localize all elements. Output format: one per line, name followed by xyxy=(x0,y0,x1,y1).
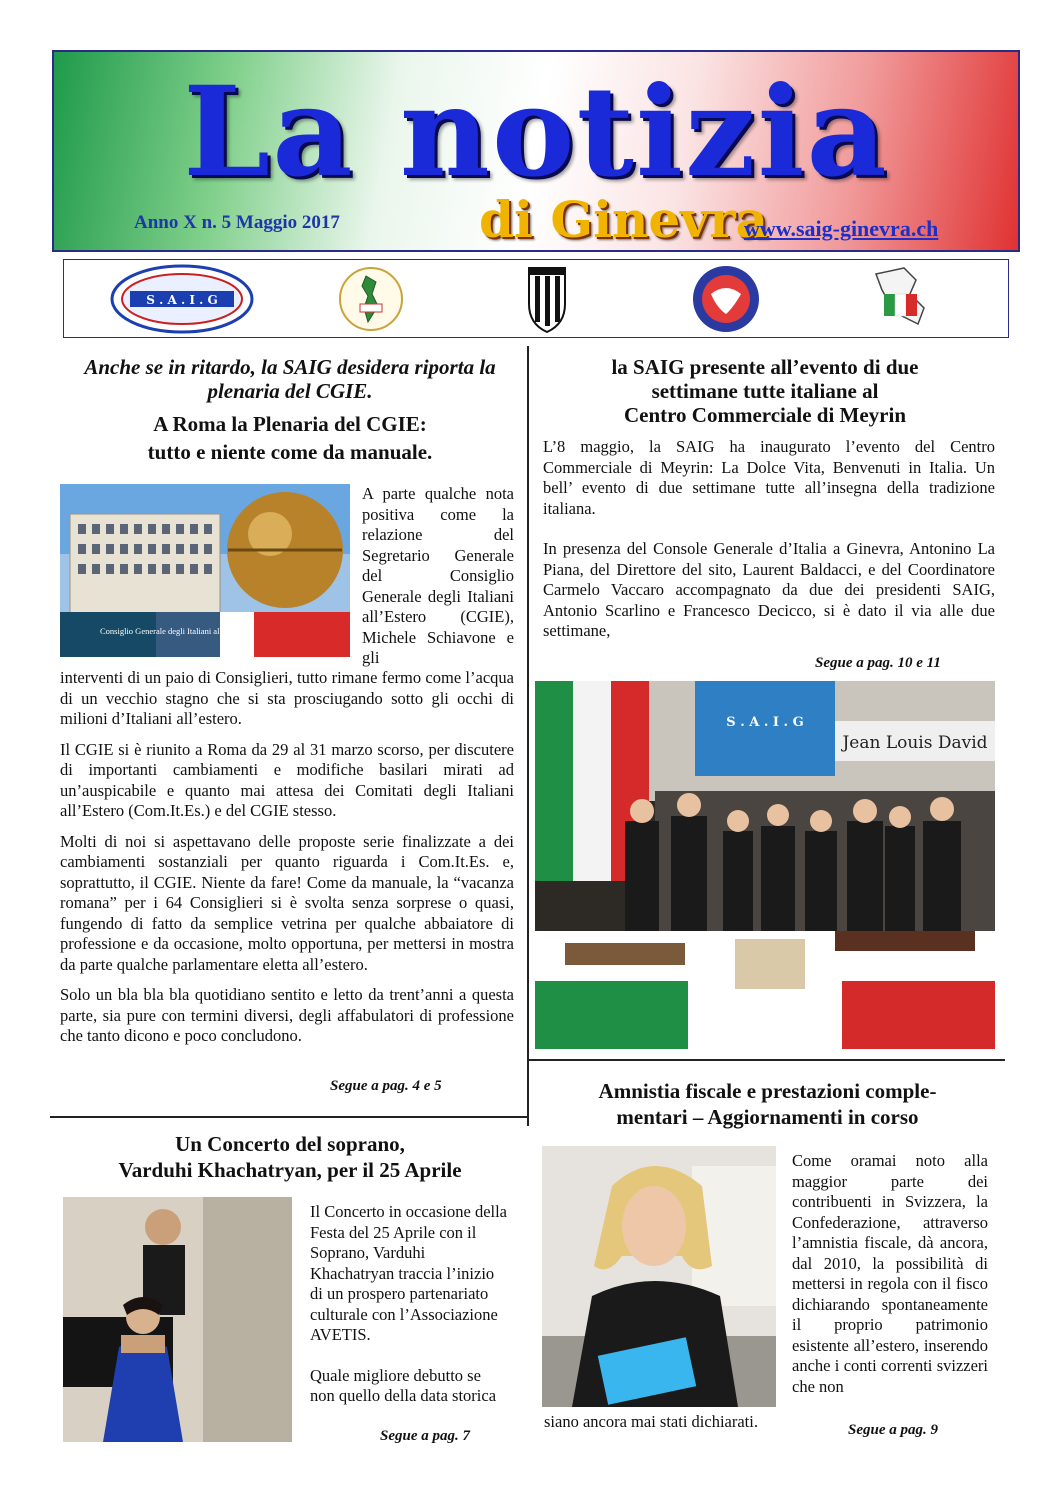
article1-intro-side: A parte qualche nota positiva come la relazione del Segretario Generale del Consiglio Generale degli Italiani all’Estero (CGIE), Michele Schiavone e gli xyxy=(362,484,514,667)
italy-map-logo xyxy=(864,264,939,334)
article4-side-text: Come oramai noto alla maggior parte dei contribuenti in Svizzera, la Confederazione, attraverso l’amnistia fiscale, dà ancora, dal 2010, la possibilità di mettersi in regola con il fisco dichiarando spontaneamente il proprio patrimonio esistente all’estero, inserendo anche i conti correnti svizzeri che non xyxy=(792,1151,988,1396)
article1-title-line1: A Roma la Plenaria del CGIE: xyxy=(153,412,427,436)
issue-info: Anno X n. 5 Maggio 2017 xyxy=(134,212,340,233)
article1-body xyxy=(60,668,514,1057)
article2-paragraph1: L’8 maggio, la SAIG ha inaugurato l’evento del Centro Commerciale di Meyrin: La Dolce Vita, Benvenuti in Italia. Un bell’ evento di due settimane tutte all’insegna della tradizione italiana. xyxy=(543,437,995,518)
article2-title-line1: la SAIG presente all’evento di due xyxy=(611,355,919,379)
article1-photo xyxy=(60,484,350,657)
logo-strip xyxy=(63,259,1009,338)
article1-paragraph4: Solo un bla bla bla quotidiano sentito e letto da trent’anni a questa parte, sia pure con termini diversi, degli affabulatori di professione che tanto dicono e poco concludono. xyxy=(60,985,514,1045)
article3-title-line1: Un Concerto del soprano, xyxy=(175,1132,405,1156)
article3-title xyxy=(60,1131,520,1183)
article2-title xyxy=(535,355,995,427)
article3-photo xyxy=(63,1197,292,1442)
saig-logo xyxy=(110,264,255,334)
article4-title-line1: Amnistia fiscale e prestazioni comple- xyxy=(598,1079,937,1103)
article2-continue-link[interactable]: Segue a pag. 10 e 11 xyxy=(815,655,941,671)
website-link[interactable]: www.saig-ginevra.ch xyxy=(744,216,939,241)
article4-title-line2: mentari – Aggiornamenti in corso xyxy=(616,1105,919,1129)
club-crest-logo xyxy=(526,264,568,334)
article1-title xyxy=(60,410,520,466)
article1-paragraph2: Il CGIE si è riunito a Roma da 29 al 31 marzo scorso, per discutere di importanti cambiamenti e modifiche basilari mirati ad un’auspicabile e quanto mai attesa dei Comitati degli Italiani all’Estero (Com.It.Es.) e del CGIE stesso. xyxy=(60,739,514,820)
article1-title-line2: tutto e niente come da manuale. xyxy=(147,440,433,464)
cgie-photo-caption: Consiglio Generale degli Italiani all'Estero xyxy=(100,626,246,636)
article3-paragraph1: Il Concerto in occasione della Festa del 25 Aprile con il Soprano, Varduhi Khachatryan traccia l’inizio di un prospero partenariato culturale con l’Associazione AVETIS. xyxy=(310,1202,508,1344)
article4-photo xyxy=(542,1146,776,1407)
masthead xyxy=(52,50,1020,252)
article1-paragraph3: Molti di noi si aspettavano delle proposte serie finalizzate a dei cambiamenti sostanziali per quanto riguarda i Com.It.Es. e, soprattutto, il CGIE. Niente da fare! Come da manuale, la “vacanza romana” per i 64 Consiglieri si è svolta senza sorprese o quasi, fungendo di fatto da semplice vetrina per qualche abbaiatore di professione e da occasione, molto opportuna, per mettersi in mostra da parte qualche parlamentare eletta all’estero. xyxy=(60,831,514,974)
calabria-association-logo xyxy=(338,264,404,334)
shop-sign-text: Jean Louis David xyxy=(842,733,988,753)
masthead-title: La notizia xyxy=(183,60,889,205)
article3-paragraph2: Quale migliore debutto se non quello della data storica xyxy=(310,1365,497,1405)
article4-continue-link[interactable]: Segue a pag. 9 xyxy=(848,1422,938,1438)
article4-tail-text: siano ancora mai stati dichiarati. xyxy=(544,1412,758,1431)
article4-title xyxy=(540,1078,995,1130)
article3-body xyxy=(310,1202,508,1417)
association-globe-logo xyxy=(691,264,761,334)
section-divider-right xyxy=(527,1059,1005,1061)
section-divider-left xyxy=(50,1116,528,1118)
article1-intro-full: interventi di un paio di Consiglieri, tutto rimane fermo come l’acqua di un vecchio stagno che si sta prosciugando sotto gli occhi di milioni d’Italiani all’estero. xyxy=(60,668,514,728)
article2-title-line2: settimane tutte italiane al xyxy=(651,379,879,403)
article2-photo xyxy=(535,681,995,1049)
article2-title-line3: Centro Commerciale di Meyrin xyxy=(623,403,907,427)
article2-body xyxy=(543,437,995,652)
saig-flag-text: S . A . I . G xyxy=(726,715,804,730)
article1-kicker: Anche se in ritardo, la SAIG desidera riporta la plenaria del CGIE. xyxy=(84,355,496,403)
article1-continue-link[interactable]: Segue a pag. 4 e 5 xyxy=(330,1078,442,1094)
column-divider xyxy=(527,346,529,1126)
article2-paragraph2: In presenza del Console Generale d’Italia a Ginevra, Antonino La Piana, del Direttore del sito, Laurent Baldacci, e del Coordinatore Carmelo Vaccaro accompagnato da due dei presidenti SAIG, Antonio Scarlino e Francesco Decicco, si è dato il via alle due settimane, xyxy=(543,539,995,640)
article3-continue-link[interactable]: Segue a pag. 7 xyxy=(380,1428,470,1444)
masthead-subtitle: di Ginevra xyxy=(479,190,769,249)
article3-title-line2: Varduhi Khachatryan, per il 25 Aprile xyxy=(118,1158,462,1182)
svg-text:S . A . I . G: S . A . I . G xyxy=(146,293,218,307)
